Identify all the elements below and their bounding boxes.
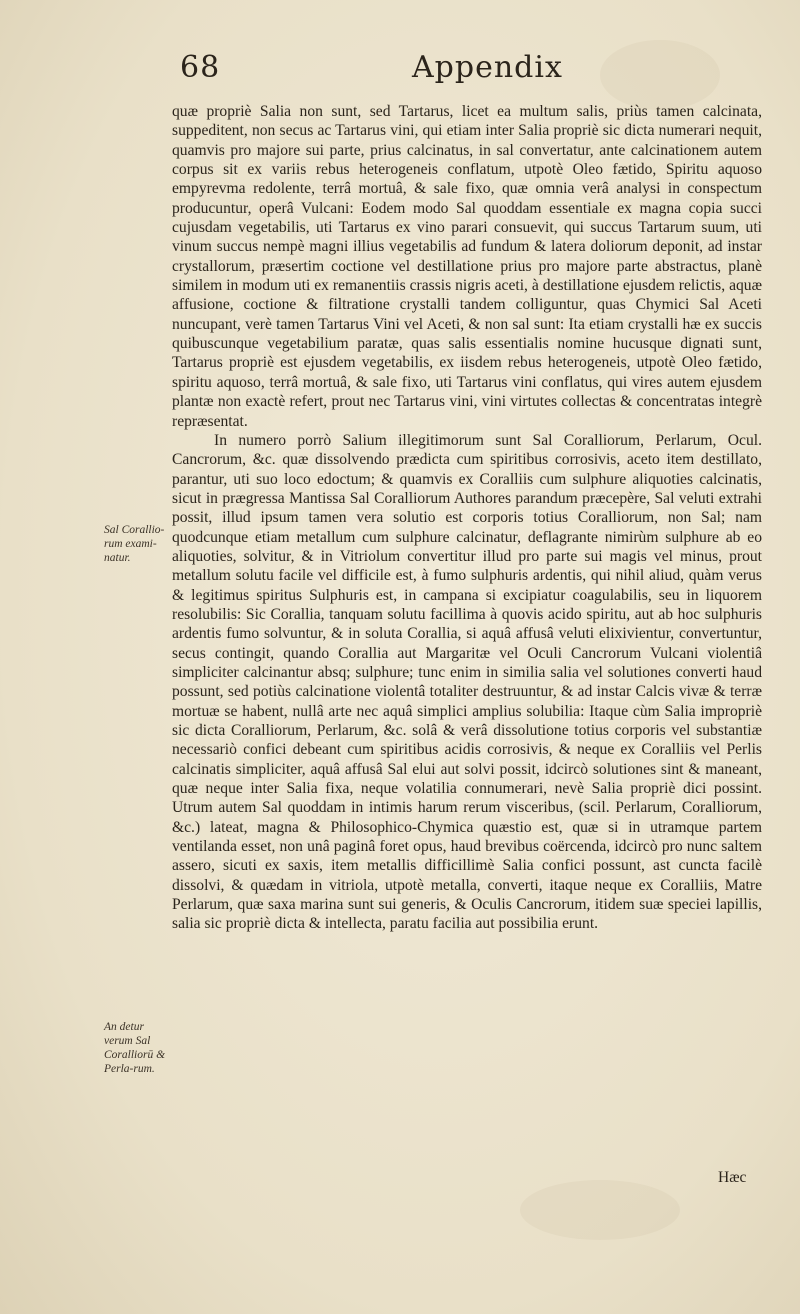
paper-stain xyxy=(520,1180,680,1240)
catchword: Hæc xyxy=(718,1169,747,1186)
paragraph: quæ propriè Salia non sunt, sed Tartarus, licet ea multum salis, priùs tamen calcinata, suppeditent, non secus ac Tartarus vini, qui etiam inter Salia propriè sic dicta numerari nequit, quamvis pro majore sui parte, prius calcinatus, in sal convertatur, ante calcinationem autem corpus sit ex variis rebus heterogeneis conflatum, utpotè Oleo fætido, Spiritu aquoso empyrevma redolente, terrâ mortuâ, & sale fixo, quæ omnia verâ analysi in conspectum producuntur, operâ Vulcani: Eodem modo Sal quoddam essentiale ex magna copia succi cujusdam vegetabilis, uti Tartarus ex vino parari consuevit, qui succus Tartarum suum, uti vinum succus nempè magni illius vegetabilis ad fundum & latera doliorum deponit, ad instar crystallorum, præsertim coctione vel destillatione prius pro majore parte abstractus, planè similem in modum uti ex remanentiis crassis nigris aceti, à destillatione ejusdem relictis, aquæ affusione, coctione & filtratione crystalli tandem colliguntur, quas Chymici Sal Aceti nuncupant, verè tamen Tartarus Vini vel Aceti, & non sal sunt: Ita etiam crystalli hæ ex succis quibuscunque vegetabilium paratæ, quas salis essentialis nomine hucusque dignati sunt, Tartarus propriè est ejusdem vegetabilis, ex iisdem rebus heterogeneis, utpotè Oleo fætido, spiritu aquoso, terrâ mortuâ, & sale fixo, uti Tartarus vini conflatus, qui vires autem ejusdem plantæ non exactè refert, prout nec Tartarus vini, vini virtutes collectas & concentratas integrè repræsentat. xyxy=(172,103,762,430)
margin-note: Sal Corallio-rum exami-natur. xyxy=(104,524,165,564)
body-text xyxy=(172,102,762,934)
page-header xyxy=(180,50,760,100)
page-number: 68 xyxy=(180,50,221,85)
margin-note: An detur verum Sal Coralliorū & Perla-rum. xyxy=(104,1021,166,1075)
paragraph: In numero porrò Salium illegitimorum sunt Sal Coralliorum, Perlarum, Ocul. Cancrorum, &c. quæ dissolvendo prædicta cum spiritibus corrosivis, aceto item destillato, parantur, uti suo loco edoctum; & quamvis ex Coralliis cum sulphure aliquoties calcinatis, sicut in prægressa Mantissa Sal Coralliorum Authores parandum præcepère, Sal veluti extrahi possit, illud ipsum tamen vera solutio est corporis totius Coralliorum, non Sal; nam quodcunque etiam metallum cum sulphure calcinatur, deflagrante nimirùm sulphure ab eo aliquoties, solvitur, & in Vitriolum convertitur illud pro parte sui magis vel minus, prout metallum solutu facile vel difficile est, à fumo sulphuris ardentis, qui nihil aliud, quàm verus & legitimus spiritus Sulphuris est, in campana si excipiatur coagulabilis, seu in liquorem resolubilis: Sic Corallia, tanquam solutu facillima à quovis acido spiritu, aut ab hoc sulphuris ardentis fumo solvuntur, & in soluta Corallia, si aquâ affusâ veluti elixivientur, convertuntur, secus contingit, quando Corallia aut Margaritæ vel Oculi Cancrorum Vulcani violentiâ simpliciter calcinantur absq; sulphure; tunc enim in similia salia vel solutiones converti haud possunt, sed potiùs calcinatione violentâ totaliter destruuntur, & ad instar Calcis vivæ & terræ mortuæ se habent, nullâ arte nec aquâ simplici amplius solubilia: Itaque cùm Salia impropriè sic dicta Coralliorum, Perlarum, &c. solâ & verâ dissolutione totius corporis vel substantiæ necessariò confici debeant cum spiritibus acidis corrosivis, & neque ex Coralliis vel Perlis calcinatis simpliciter, aquâ affusâ Sal elui aut solvi possit, idcircò solutiones sint & maneant, quæ neque inter Salia fixa, neque volatilia connumerari, nevè Salia propriè dici possint. Utrum autem Sal quoddam in intimis harum rerum visceribus, (scil. Perlarum, Coralliorum, &c.) lateat, magna & Philosophico-Chymica quæstio est, quæ si in utramque partem ventilanda esset, non unâ paginâ foret opus, haud brevibus coërcenda, idcircò pro nunc saltem assero, sicuti ex saxis, item metallis difficillimè Salia confici possunt, ast cuncta facilè dissolvi, & quædam in vitriola, utpotè metalla, converti, itaque neque ex Coralliis, Matre Perlarum, quæ saxa marina sunt sui generis, & Oculis Cancrorum, itidem suæ speciei lapillis, salia sic propriè dicta & intellecta, paratu facilia aut possibilia erunt. xyxy=(172,431,762,933)
running-title: Appendix xyxy=(412,50,563,85)
